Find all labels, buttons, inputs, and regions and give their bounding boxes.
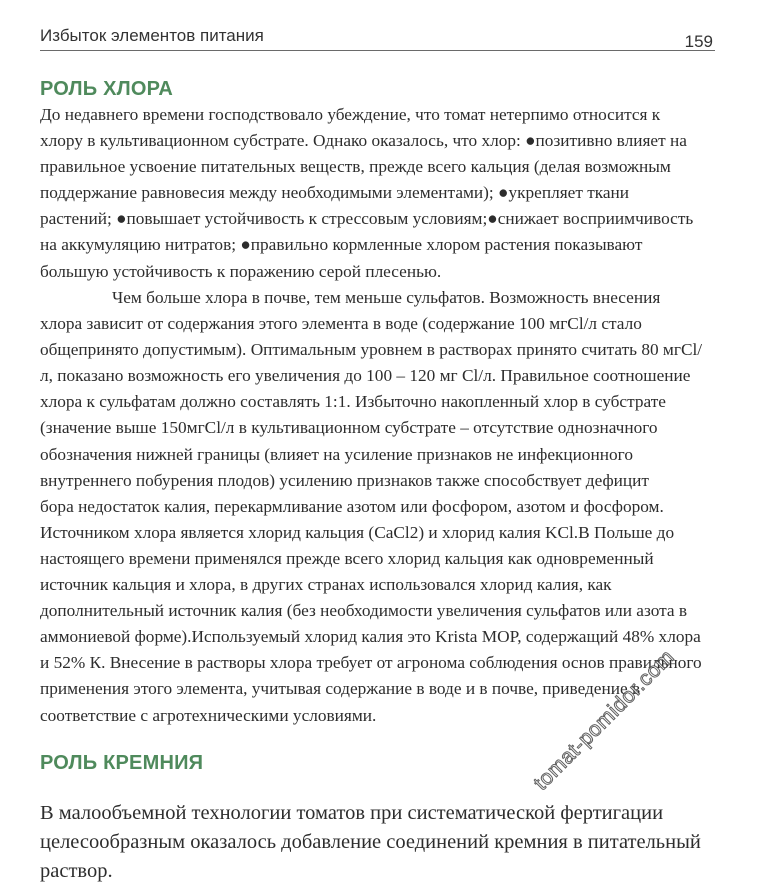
text-line: До недавнего времени господствовало убеждение, что томат нетерпимо относится к <box>40 105 661 124</box>
paragraph-chlorine-details <box>40 285 720 729</box>
text-line: поддержание равновесия между необходимыми элементами); ●укрепляет ткани <box>40 183 630 203</box>
text-line: л, показано возможность его увеличения до 100 – 120 мг Cl/л. Правильное соотношение <box>40 366 691 386</box>
text-line: на аккумуляцию нитратов; ●правильно кормленные хлором растения показывают <box>40 235 643 255</box>
section-heading-silicon: РОЛЬ КРЕМНИЯ <box>40 752 204 774</box>
text-line: Источником хлора является хлорид кальция (CaCl2) и хлорид калия KCl.В Польше до <box>40 522 675 542</box>
text-line: правильное усвоение питательных веществ, прежде всего кальция (делая возможным <box>40 157 671 177</box>
text-line: большую устойчивость к поражению серой плесенью. <box>40 261 442 281</box>
text-line: В малообъемной технологии томатов при систематической фертигации <box>40 802 664 824</box>
running-title: Избыток элементов питания <box>40 26 264 45</box>
text-line: применения этого элемента, учитывая содержание в воде и в почве, приведение в <box>40 679 641 699</box>
text-line: (значение выше 150мгCl/л в культивационном субстрате – отсутствие однозначного <box>40 418 658 438</box>
text-line: общепринято допустимым). Оптимальным уровнем в растворах принято считать 80 мгCl/ <box>40 340 703 360</box>
text-line: настоящего времени применялся прежде всего хлорид кальция как одновременный <box>40 548 654 568</box>
text-line: раствор. <box>40 860 113 882</box>
paragraph-silicon <box>40 799 730 886</box>
text-line: хлора к сульфатам должно составлять 1:1. Избыточно накопленный хлор в субстрате <box>40 392 666 412</box>
text-line: и 52% К. Внесение в растворы хлора требует от агронома соблюдения основ правильного <box>40 653 702 673</box>
text-line: источник кальция и хлора, в других странах использовался хлорид калия, как <box>40 575 612 595</box>
running-header <box>40 22 715 51</box>
text-line: дополнительный источник калия (без необходимости увеличения сульфатов или азота в <box>40 601 688 621</box>
text-line: хлора зависит от содержания этого элемента в воде (содержание 100 мгCl/л стало <box>40 314 642 334</box>
paragraph-chlorine-intro <box>40 102 720 285</box>
text-line: растений; ●повышает устойчивость к стрессовым условиям;●снижает восприимчивость <box>40 209 694 229</box>
text-line: хлору в культивационном субстрате. Однако оказалось, что хлор: ●позитивно влияет на <box>40 131 687 151</box>
watermark: tomat-pomidor.com <box>529 645 679 795</box>
text-line: соответствие с агротехническими условиями. <box>40 705 377 725</box>
text-line: аммониевой форме).Используемый хлорид калия это Krista MOP, содержащий 48% хлора <box>40 627 701 647</box>
section-heading-chlorine: РОЛЬ ХЛОРА <box>40 78 174 100</box>
text-line: целесообразным оказалось добавление соединений кремния в питательный <box>40 831 701 853</box>
text-line: обозначения нижней границы (влияет на усиление признаков не инфекционного <box>40 444 633 464</box>
page-number: 159 <box>684 32 713 51</box>
text-line: бора недостаток калия, перекармливание азотом или фосфором, азотом и фосфором. <box>40 496 664 516</box>
text-line: внутреннего побурения плодов) усилению признаков также способствует дефицит <box>40 470 649 490</box>
text-line: Чем больше хлора в почве, тем меньше сульфатов. Возможность внесения <box>112 288 661 307</box>
